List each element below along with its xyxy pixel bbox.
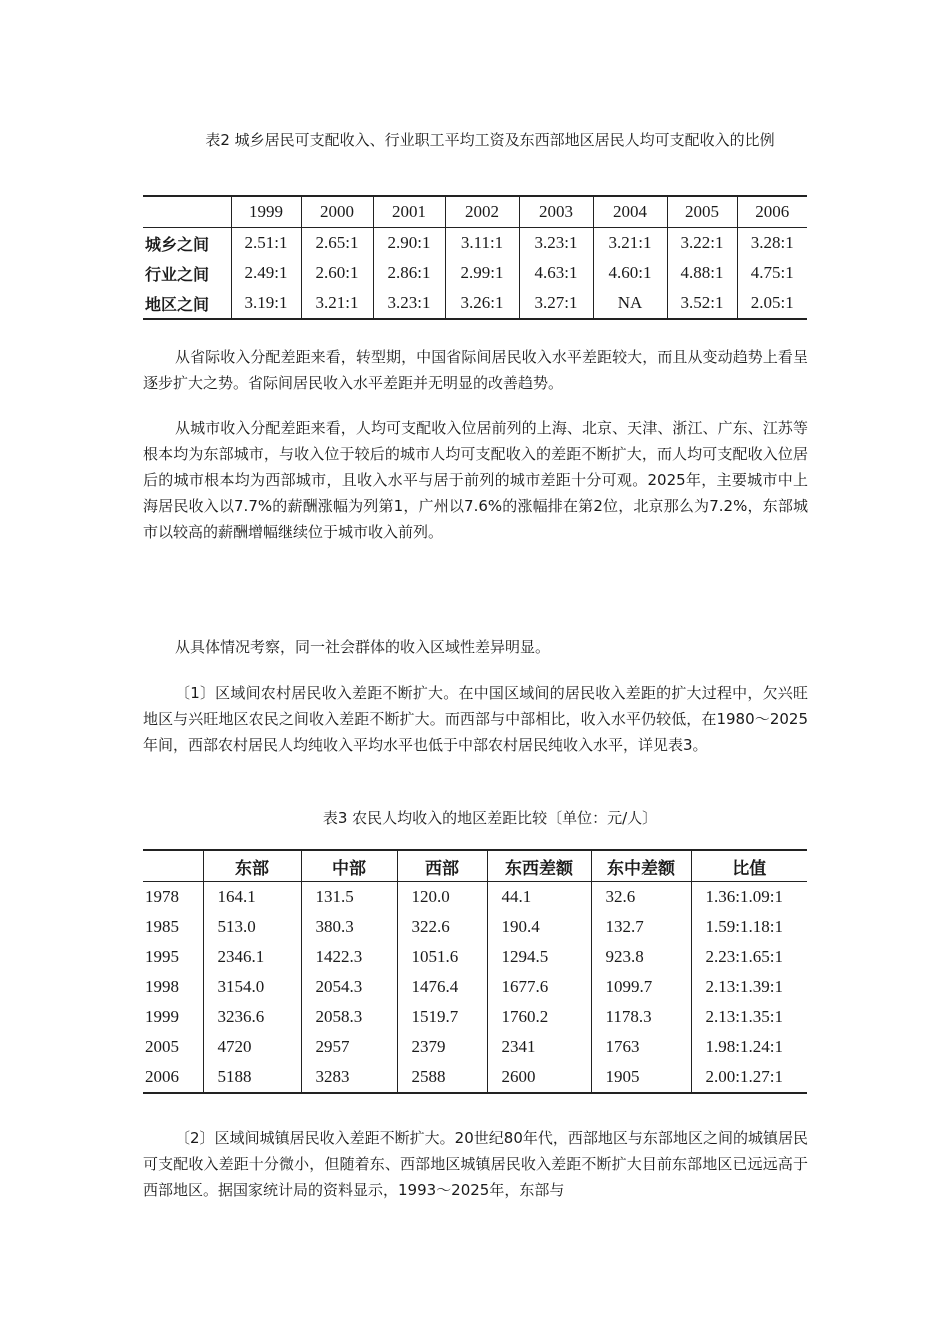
table3-cell: 44.1 (487, 882, 591, 913)
table3-cell: 2058.3 (301, 1002, 397, 1032)
table3-cell: 923.8 (591, 942, 691, 972)
table3-cell: 3283 (301, 1062, 397, 1093)
table2-cell: 2.49:1 (231, 258, 301, 288)
paragraph-city-gap: 从城市收入分配差距来看，人均可支配收入位居前列的上海、北京、天津、浙江、广东、江苏等根本均为东部城市，与收入位于较后的城市人均可支配收入的差距不断扩大，而人均可支配收入位居后的城市根本均为西部城市，且收入水平与居于前列的城市差距十分可观。2025年，主要城市中上海居民收入以7.7%的薪酬涨幅为列第1，广州以7.6%的涨幅排在第2位，北京那么为7.2%，东部城市以较高的薪酬增幅继续位于城市收入前列。 (143, 419, 808, 541)
table3-year-cell: 2006 (145, 1067, 179, 1086)
table3-year-cell: 1985 (145, 917, 179, 936)
table2-cell: 3.21:1 (301, 288, 373, 319)
table2-cell: 3.23:1 (373, 288, 445, 319)
table2-cell: 3.27:1 (519, 288, 593, 319)
paragraph-provincial-gap: 从省际收入分配差距来看，转型期，中国省际间居民收入水平差距较大，而且从变动趋势上看呈逐步扩大之势。省际间居民收入水平差距并无明显的改善趋势。 (143, 348, 808, 392)
table-row (143, 1062, 807, 1093)
table-row (143, 972, 807, 1002)
table3-header-cell (143, 850, 203, 882)
table2-header-row (143, 196, 807, 228)
table2-cell: 4.60:1 (593, 258, 667, 288)
paragraph-rural-gap: 〔1〕区域间农村居民收入差距不断扩大。在中国区域间的居民收入差距的扩大过程中，欠兴旺地区与兴旺地区农民之间收入差距不断扩大。而西部与中部相比，收入水平仍较低，在1980～2025年间，西部农村居民人均纯收入平均水平也低于中部农村居民纯收入水平，详见表3。 (143, 684, 808, 754)
table3-header-cell: 比值 (691, 850, 807, 882)
table2-header-cell: 1999 (231, 196, 301, 228)
table3-cell: 3236.6 (203, 1002, 301, 1032)
table3-header-cell: 西部 (397, 850, 487, 882)
table3-cell: 2588 (397, 1062, 487, 1093)
table3-farmer-income-table (143, 849, 807, 1094)
table-row (143, 288, 807, 319)
table3-cell: 2.13:1.35:1 (691, 1002, 807, 1032)
table2-cell: 3.26:1 (445, 288, 519, 319)
table2-header-cell: 2000 (301, 196, 373, 228)
table3-cell: 1677.6 (487, 972, 591, 1002)
table3-cell: 1760.2 (487, 1002, 591, 1032)
table2-header-cell: 2005 (667, 196, 737, 228)
table2-cell: NA (593, 288, 667, 319)
table3-cell: 1763 (591, 1032, 691, 1062)
table2-cell: 4.75:1 (737, 258, 807, 288)
table3-cell: 164.1 (203, 882, 301, 913)
table3-cell: 1.59:1.18:1 (691, 912, 807, 942)
table3-cell: 2379 (397, 1032, 487, 1062)
table2-cell: 3.22:1 (667, 228, 737, 259)
table3-cell: 32.6 (591, 882, 691, 913)
table2-header-cell (143, 196, 231, 228)
table3-header-cell: 中部 (301, 850, 397, 882)
table3-year-cell: 2005 (145, 1037, 179, 1056)
table2-row-label: 地区之间 (145, 294, 210, 314)
table-row (143, 1032, 807, 1062)
table2-header-cell: 2004 (593, 196, 667, 228)
table3-cell: 1476.4 (397, 972, 487, 1002)
table2-header-cell: 2002 (445, 196, 519, 228)
table3-cell: 2600 (487, 1062, 591, 1093)
table2-cell: 4.63:1 (519, 258, 593, 288)
table-row (143, 1002, 807, 1032)
table-row (143, 882, 807, 913)
table3-cell: 120.0 (397, 882, 487, 913)
table3-year-cell: 1978 (145, 887, 179, 906)
table2-cell: 2.65:1 (301, 228, 373, 259)
table3-cell: 2341 (487, 1032, 591, 1062)
table3-cell: 2346.1 (203, 942, 301, 972)
table3-cell: 1.98:1.24:1 (691, 1032, 807, 1062)
table2-cell: 2.51:1 (231, 228, 301, 259)
table3-cell: 2.23:1.65:1 (691, 942, 807, 972)
table3-cell: 1905 (591, 1062, 691, 1093)
table-row (143, 228, 807, 259)
table3-header-cell: 东西差额 (487, 850, 591, 882)
table2-row-label: 城乡之间 (145, 234, 210, 254)
table3-cell: 1519.7 (397, 1002, 487, 1032)
table3-cell: 131.5 (301, 882, 397, 913)
table-row (143, 912, 807, 942)
table3-header-row (143, 850, 807, 882)
table3-header-cell: 东中差额 (591, 850, 691, 882)
table3-cell: 190.4 (487, 912, 591, 942)
table3-year-cell: 1998 (145, 977, 179, 996)
table-row (143, 942, 807, 972)
table2-cell: 3.21:1 (593, 228, 667, 259)
table3-cell: 2.00:1.27:1 (691, 1062, 807, 1093)
table2-cell: 2.90:1 (373, 228, 445, 259)
table3-cell: 132.7 (591, 912, 691, 942)
table2-row-label: 行业之间 (145, 264, 210, 284)
table3-cell: 2054.3 (301, 972, 397, 1002)
table3-cell: 513.0 (203, 912, 301, 942)
table3-cell: 2.13:1.39:1 (691, 972, 807, 1002)
table3-cell: 380.3 (301, 912, 397, 942)
table-row (143, 258, 807, 288)
table3-cell: 1178.3 (591, 1002, 691, 1032)
table2-ratio-table (143, 195, 807, 320)
table2-cell: 2.99:1 (445, 258, 519, 288)
table2-header-cell: 2006 (737, 196, 807, 228)
table3-header-cell: 东部 (203, 850, 301, 882)
table2-cell: 3.28:1 (737, 228, 807, 259)
table2-header-cell: 2001 (373, 196, 445, 228)
table3-cell: 3154.0 (203, 972, 301, 1002)
table3-cell: 322.6 (397, 912, 487, 942)
table2-cell: 2.05:1 (737, 288, 807, 319)
table3-cell: 1.36:1.09:1 (691, 882, 807, 913)
table3-cell: 1294.5 (487, 942, 591, 972)
table3-caption: 表3 农民人均收入的地区差距比较〔单位：元/人〕 (322, 809, 658, 827)
table2-cell: 3.23:1 (519, 228, 593, 259)
table2-cell: 3.11:1 (445, 228, 519, 259)
table2-cell: 3.19:1 (231, 288, 301, 319)
paragraph-urban-gap: 〔2〕区域间城镇居民收入差距不断扩大。20世纪80年代，西部地区与东部地区之间的城镇居民可支配收入差距十分微小，但随着东、西部地区城镇居民收入差距不断扩大目前东部地区已远远高于西部地区。据国家统计局的资料显示，1993～2025年，东部与 (143, 1129, 808, 1199)
table3-cell: 4720 (203, 1032, 301, 1062)
table3-cell: 1422.3 (301, 942, 397, 972)
table3-cell: 1099.7 (591, 972, 691, 1002)
paragraph-group-difference: 从具体情况考察，同一社会群体的收入区域性差异明显。 (175, 638, 551, 656)
table3-year-cell: 1995 (145, 947, 179, 966)
table2-cell: 3.52:1 (667, 288, 737, 319)
table2-caption: 表2 城乡居民可支配收入、行业职工平均工资及东西部地区居民人均可支配收入的比例 (205, 131, 775, 149)
table3-cell: 5188 (203, 1062, 301, 1093)
table3-cell: 2957 (301, 1032, 397, 1062)
table3-year-cell: 1999 (145, 1007, 179, 1026)
table2-header-cell: 2003 (519, 196, 593, 228)
table2-cell: 4.88:1 (667, 258, 737, 288)
table2-cell: 2.86:1 (373, 258, 445, 288)
table2-cell: 2.60:1 (301, 258, 373, 288)
table3-cell: 1051.6 (397, 942, 487, 972)
